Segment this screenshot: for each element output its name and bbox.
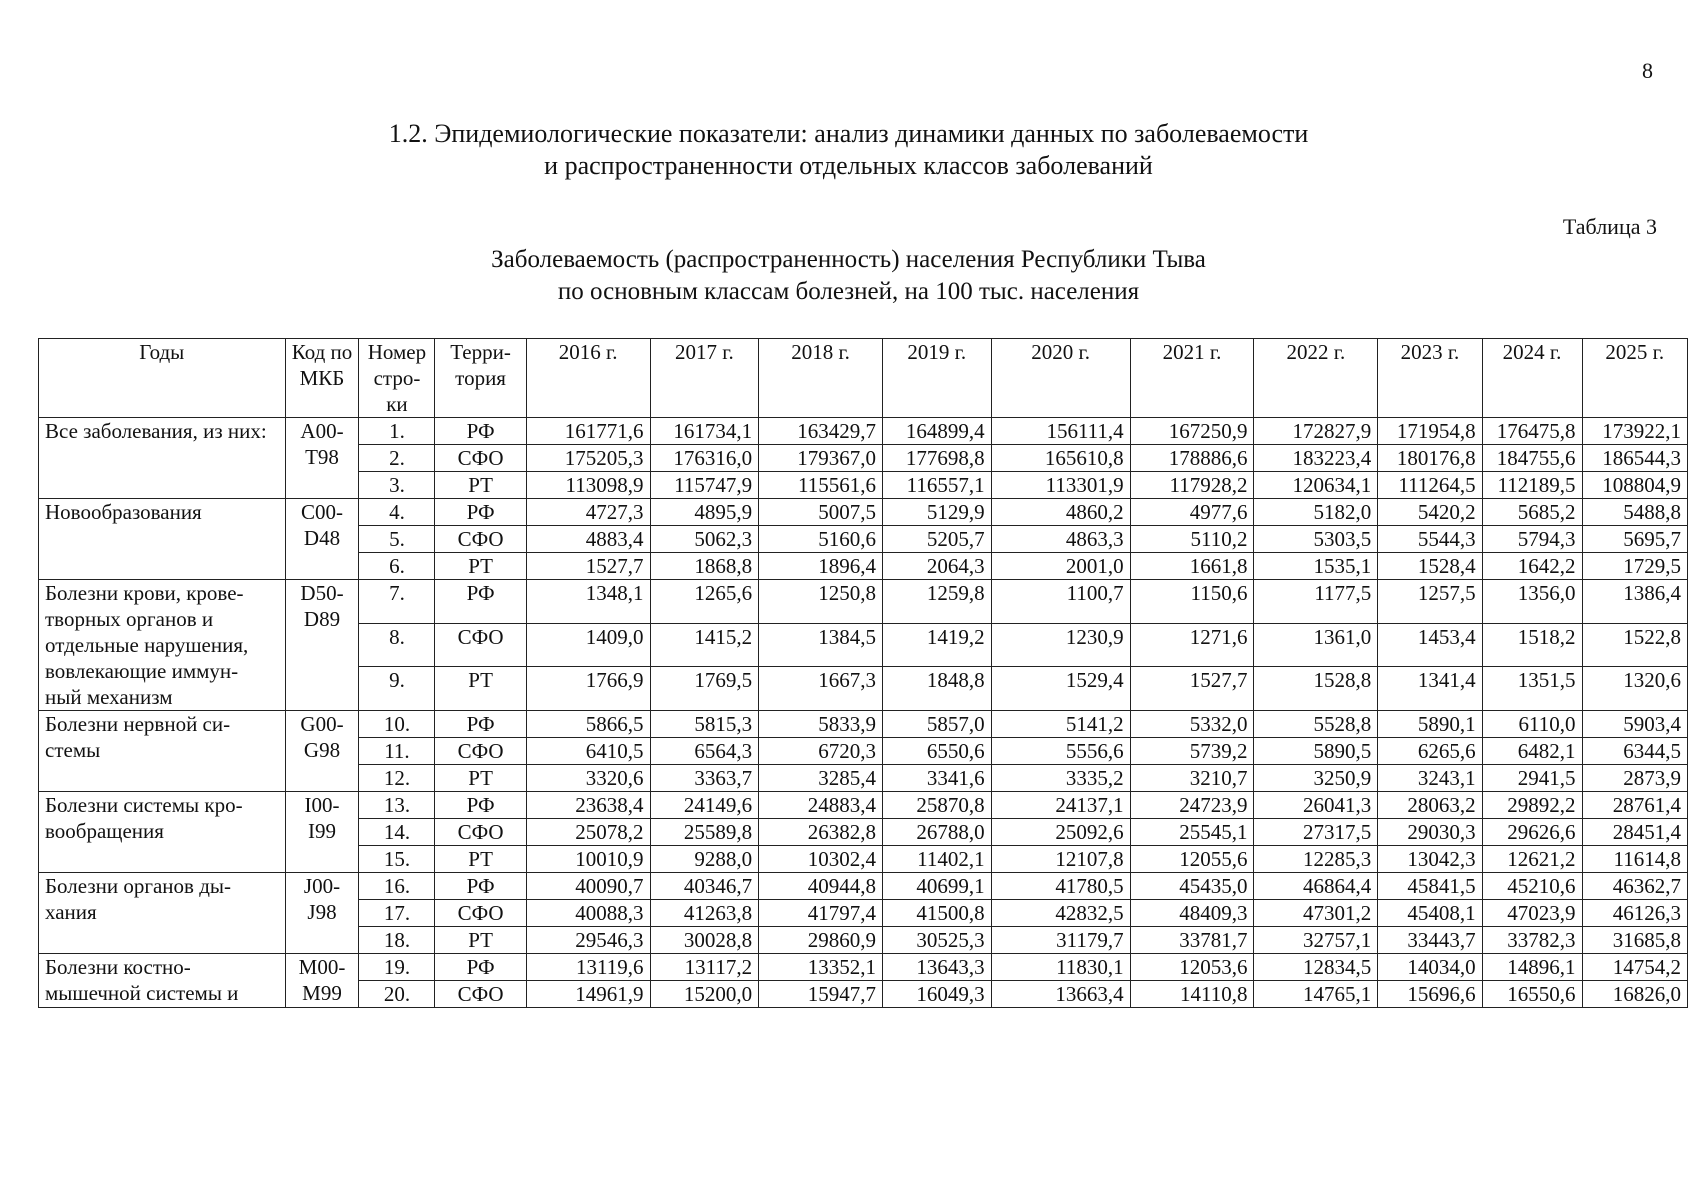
value-cell: 45841,5 xyxy=(1378,873,1482,900)
value-cell: 4883,4 xyxy=(526,526,650,553)
value-cell: 3243,1 xyxy=(1378,765,1482,792)
value-cell: 16826,0 xyxy=(1582,981,1687,1008)
value-cell: 14034,0 xyxy=(1378,954,1482,981)
value-cell: 24137,1 xyxy=(991,792,1130,819)
row-number: 8. xyxy=(359,623,435,667)
header-code: Код по МКБ xyxy=(285,339,359,418)
territory-cell: СФО xyxy=(435,900,526,927)
value-cell: 12055,6 xyxy=(1130,846,1254,873)
value-cell: 4860,2 xyxy=(991,499,1130,526)
header-years: Годы xyxy=(39,339,286,418)
value-cell: 30028,8 xyxy=(650,927,759,954)
icd-code: A00- T98 xyxy=(285,418,359,499)
value-cell: 163429,7 xyxy=(759,418,883,445)
value-cell: 1265,6 xyxy=(650,580,759,624)
value-cell: 1348,1 xyxy=(526,580,650,624)
header-2021: 2021 г. xyxy=(1130,339,1254,418)
section-title-line2: и распространенности отдельных классов заболеваний xyxy=(544,151,1153,180)
value-cell: 6720,3 xyxy=(759,738,883,765)
value-cell: 1341,4 xyxy=(1378,667,1482,711)
table-row xyxy=(39,580,1688,624)
header-2019: 2019 г. xyxy=(882,339,991,418)
value-cell: 25870,8 xyxy=(882,792,991,819)
value-cell: 5110,2 xyxy=(1130,526,1254,553)
row-number: 4. xyxy=(359,499,435,526)
value-cell: 5544,3 xyxy=(1378,526,1482,553)
value-cell: 1522,8 xyxy=(1582,623,1687,667)
value-cell: 1518,2 xyxy=(1482,623,1582,667)
value-cell: 11830,1 xyxy=(991,954,1130,981)
value-cell: 1100,7 xyxy=(991,580,1130,624)
value-cell: 40346,7 xyxy=(650,873,759,900)
value-cell: 25589,8 xyxy=(650,819,759,846)
value-cell: 28761,4 xyxy=(1582,792,1687,819)
value-cell: 12834,5 xyxy=(1254,954,1378,981)
value-cell: 1661,8 xyxy=(1130,553,1254,580)
value-cell: 1386,4 xyxy=(1582,580,1687,624)
value-cell: 1527,7 xyxy=(1130,667,1254,711)
value-cell: 6564,3 xyxy=(650,738,759,765)
icd-code: J00- J98 xyxy=(285,873,359,954)
disease-class-name: Болезни системы кро- вообращения xyxy=(39,792,286,873)
value-cell: 26382,8 xyxy=(759,819,883,846)
value-cell: 1356,0 xyxy=(1482,580,1582,624)
value-cell: 1769,5 xyxy=(650,667,759,711)
value-cell: 1384,5 xyxy=(759,623,883,667)
value-cell: 1361,0 xyxy=(1254,623,1378,667)
value-cell: 6482,1 xyxy=(1482,738,1582,765)
row-number: 11. xyxy=(359,738,435,765)
territory-cell: РТ xyxy=(435,472,526,499)
value-cell: 1527,7 xyxy=(526,553,650,580)
value-cell: 167250,9 xyxy=(1130,418,1254,445)
value-cell: 183223,4 xyxy=(1254,445,1378,472)
value-cell: 46864,4 xyxy=(1254,873,1378,900)
value-cell: 176316,0 xyxy=(650,445,759,472)
value-cell: 1409,0 xyxy=(526,623,650,667)
value-cell: 112189,5 xyxy=(1482,472,1582,499)
territory-cell: РТ xyxy=(435,667,526,711)
value-cell: 3363,7 xyxy=(650,765,759,792)
value-cell: 116557,1 xyxy=(882,472,991,499)
territory-cell: РФ xyxy=(435,580,526,624)
value-cell: 2941,5 xyxy=(1482,765,1582,792)
value-cell: 1259,8 xyxy=(882,580,991,624)
value-cell: 11402,1 xyxy=(882,846,991,873)
value-cell: 1257,5 xyxy=(1378,580,1482,624)
value-cell: 1766,9 xyxy=(526,667,650,711)
value-cell: 1351,5 xyxy=(1482,667,1582,711)
value-cell: 4863,3 xyxy=(991,526,1130,553)
disease-class-name: Новообразования xyxy=(39,499,286,580)
value-cell: 11614,8 xyxy=(1582,846,1687,873)
territory-cell: СФО xyxy=(435,819,526,846)
header-2022: 2022 г. xyxy=(1254,339,1378,418)
disease-class-name: Болезни нервной си- стемы xyxy=(39,711,286,792)
table-row xyxy=(39,873,1688,900)
value-cell: 16550,6 xyxy=(1482,981,1582,1008)
value-cell: 5833,9 xyxy=(759,711,883,738)
value-cell: 15947,7 xyxy=(759,981,883,1008)
value-cell: 161771,6 xyxy=(526,418,650,445)
value-cell: 41263,8 xyxy=(650,900,759,927)
header-2023: 2023 г. xyxy=(1378,339,1482,418)
territory-cell: СФО xyxy=(435,526,526,553)
value-cell: 13119,6 xyxy=(526,954,650,981)
value-cell: 30525,3 xyxy=(882,927,991,954)
value-cell: 177698,8 xyxy=(882,445,991,472)
value-cell: 5129,9 xyxy=(882,499,991,526)
value-cell: 156111,4 xyxy=(991,418,1130,445)
row-number: 7. xyxy=(359,580,435,624)
value-cell: 27317,5 xyxy=(1254,819,1378,846)
row-number: 12. xyxy=(359,765,435,792)
value-cell: 12053,6 xyxy=(1130,954,1254,981)
value-cell: 1642,2 xyxy=(1482,553,1582,580)
value-cell: 26041,3 xyxy=(1254,792,1378,819)
value-cell: 6410,5 xyxy=(526,738,650,765)
header-row xyxy=(39,339,1688,418)
table-title-line1: Заболеваемость (распространенность) населения Республики Тыва xyxy=(491,246,1206,273)
value-cell: 1150,6 xyxy=(1130,580,1254,624)
value-cell: 45408,1 xyxy=(1378,900,1482,927)
value-cell: 3335,2 xyxy=(991,765,1130,792)
value-cell: 47023,9 xyxy=(1482,900,1582,927)
value-cell: 47301,2 xyxy=(1254,900,1378,927)
row-number: 15. xyxy=(359,846,435,873)
value-cell: 33781,7 xyxy=(1130,927,1254,954)
value-cell: 165610,8 xyxy=(991,445,1130,472)
row-number: 5. xyxy=(359,526,435,553)
value-cell: 1320,6 xyxy=(1582,667,1687,711)
value-cell: 25545,1 xyxy=(1130,819,1254,846)
value-cell: 5857,0 xyxy=(882,711,991,738)
section-title-line1: 1.2. Эпидемиологические показатели: анализ динамики данных по заболеваемости xyxy=(388,119,1309,148)
value-cell: 120634,1 xyxy=(1254,472,1378,499)
value-cell: 1271,6 xyxy=(1130,623,1254,667)
disease-class-name: Болезни костно- мышечной системы и xyxy=(39,954,286,1008)
value-cell: 26788,0 xyxy=(882,819,991,846)
value-cell: 108804,9 xyxy=(1582,472,1687,499)
value-cell: 12621,2 xyxy=(1482,846,1582,873)
value-cell: 4895,9 xyxy=(650,499,759,526)
table-title-line2: по основным классам болезней, на 100 тыс. населения xyxy=(557,278,1140,305)
value-cell: 13352,1 xyxy=(759,954,883,981)
icd-code: G00- G98 xyxy=(285,711,359,792)
value-cell: 1453,4 xyxy=(1378,623,1482,667)
value-cell: 5890,5 xyxy=(1254,738,1378,765)
table-row xyxy=(39,954,1688,981)
value-cell: 2001,0 xyxy=(991,553,1130,580)
header-2024: 2024 г. xyxy=(1482,339,1582,418)
value-cell: 29546,3 xyxy=(526,927,650,954)
value-cell: 29626,6 xyxy=(1482,819,1582,846)
value-cell: 115561,6 xyxy=(759,472,883,499)
value-cell: 24883,4 xyxy=(759,792,883,819)
value-cell: 3341,6 xyxy=(882,765,991,792)
value-cell: 180176,8 xyxy=(1378,445,1482,472)
value-cell: 4977,6 xyxy=(1130,499,1254,526)
table-label: Таблица 3 xyxy=(1562,214,1657,239)
row-number: 16. xyxy=(359,873,435,900)
value-cell: 15200,0 xyxy=(650,981,759,1008)
table-body xyxy=(39,418,1688,1008)
territory-cell: РТ xyxy=(435,553,526,580)
value-cell: 10010,9 xyxy=(526,846,650,873)
value-cell: 1250,8 xyxy=(759,580,883,624)
value-cell: 173922,1 xyxy=(1582,418,1687,445)
value-cell: 6550,6 xyxy=(882,738,991,765)
value-cell: 1896,4 xyxy=(759,553,883,580)
value-cell: 28063,2 xyxy=(1378,792,1482,819)
value-cell: 1848,8 xyxy=(882,667,991,711)
territory-cell: РФ xyxy=(435,873,526,900)
value-cell: 111264,5 xyxy=(1378,472,1482,499)
value-cell: 1535,1 xyxy=(1254,553,1378,580)
value-cell: 45210,6 xyxy=(1482,873,1582,900)
value-cell: 14754,2 xyxy=(1582,954,1687,981)
icd-code: C00- D48 xyxy=(285,499,359,580)
value-cell: 23638,4 xyxy=(526,792,650,819)
territory-cell: СФО xyxy=(435,981,526,1008)
value-cell: 29030,3 xyxy=(1378,819,1482,846)
value-cell: 1177,5 xyxy=(1254,580,1378,624)
value-cell: 1868,8 xyxy=(650,553,759,580)
value-cell: 14896,1 xyxy=(1482,954,1582,981)
header-2020: 2020 г. xyxy=(991,339,1130,418)
value-cell: 9288,0 xyxy=(650,846,759,873)
disease-class-name: Все заболевания, из них: xyxy=(39,418,286,499)
morbidity-table xyxy=(38,338,1688,1008)
territory-cell: СФО xyxy=(435,738,526,765)
value-cell: 46126,3 xyxy=(1582,900,1687,927)
value-cell: 1529,4 xyxy=(991,667,1130,711)
value-cell: 5739,2 xyxy=(1130,738,1254,765)
value-cell: 29860,9 xyxy=(759,927,883,954)
disease-class-name: Болезни крови, крове- творных органов и отдельные нарушения, вовлекающие иммун- ный механизм xyxy=(39,580,286,711)
icd-code: M00- M99 xyxy=(285,954,359,1008)
page-number: 8 xyxy=(1642,58,1653,83)
value-cell: 32757,1 xyxy=(1254,927,1378,954)
value-cell: 33443,7 xyxy=(1378,927,1482,954)
value-cell: 172827,9 xyxy=(1254,418,1378,445)
row-number: 9. xyxy=(359,667,435,711)
value-cell: 3210,7 xyxy=(1130,765,1254,792)
value-cell: 3250,9 xyxy=(1254,765,1378,792)
row-number: 6. xyxy=(359,553,435,580)
disease-class-name: Болезни органов ды- хания xyxy=(39,873,286,954)
row-number: 10. xyxy=(359,711,435,738)
value-cell: 178886,6 xyxy=(1130,445,1254,472)
value-cell: 5903,4 xyxy=(1582,711,1687,738)
territory-cell: РФ xyxy=(435,418,526,445)
value-cell: 13643,3 xyxy=(882,954,991,981)
value-cell: 2064,3 xyxy=(882,553,991,580)
row-number: 19. xyxy=(359,954,435,981)
value-cell: 5866,5 xyxy=(526,711,650,738)
value-cell: 25078,2 xyxy=(526,819,650,846)
value-cell: 41780,5 xyxy=(991,873,1130,900)
territory-cell: РТ xyxy=(435,846,526,873)
value-cell: 33782,3 xyxy=(1482,927,1582,954)
value-cell: 10302,4 xyxy=(759,846,883,873)
value-cell: 14765,1 xyxy=(1254,981,1378,1008)
value-cell: 5420,2 xyxy=(1378,499,1482,526)
value-cell: 29892,2 xyxy=(1482,792,1582,819)
value-cell: 5794,3 xyxy=(1482,526,1582,553)
value-cell: 2873,9 xyxy=(1582,765,1687,792)
value-cell: 186544,3 xyxy=(1582,445,1687,472)
value-cell: 6110,0 xyxy=(1482,711,1582,738)
section-title xyxy=(0,118,1697,182)
value-cell: 1528,8 xyxy=(1254,667,1378,711)
value-cell: 5488,8 xyxy=(1582,499,1687,526)
value-cell: 5890,1 xyxy=(1378,711,1482,738)
value-cell: 16049,3 xyxy=(882,981,991,1008)
value-cell: 31685,8 xyxy=(1582,927,1687,954)
value-cell: 5303,5 xyxy=(1254,526,1378,553)
value-cell: 3285,4 xyxy=(759,765,883,792)
table-row xyxy=(39,792,1688,819)
value-cell: 5815,3 xyxy=(650,711,759,738)
value-cell: 1667,3 xyxy=(759,667,883,711)
row-number: 18. xyxy=(359,927,435,954)
table-row xyxy=(39,711,1688,738)
territory-cell: РТ xyxy=(435,765,526,792)
territory-cell: РФ xyxy=(435,954,526,981)
value-cell: 24149,6 xyxy=(650,792,759,819)
value-cell: 113301,9 xyxy=(991,472,1130,499)
header-territory: Терри- тория xyxy=(435,339,526,418)
value-cell: 5160,6 xyxy=(759,526,883,553)
table-row xyxy=(39,499,1688,526)
value-cell: 3320,6 xyxy=(526,765,650,792)
value-cell: 171954,8 xyxy=(1378,418,1482,445)
value-cell: 42832,5 xyxy=(991,900,1130,927)
value-cell: 179367,0 xyxy=(759,445,883,472)
value-cell: 40699,1 xyxy=(882,873,991,900)
value-cell: 1415,2 xyxy=(650,623,759,667)
header-2017: 2017 г. xyxy=(650,339,759,418)
value-cell: 41500,8 xyxy=(882,900,991,927)
value-cell: 5695,7 xyxy=(1582,526,1687,553)
value-cell: 5205,7 xyxy=(882,526,991,553)
icd-code: D50- D89 xyxy=(285,580,359,711)
value-cell: 15696,6 xyxy=(1378,981,1482,1008)
table-title xyxy=(0,244,1697,308)
value-cell: 5062,3 xyxy=(650,526,759,553)
territory-cell: СФО xyxy=(435,445,526,472)
value-cell: 12285,3 xyxy=(1254,846,1378,873)
value-cell: 12107,8 xyxy=(991,846,1130,873)
value-cell: 117928,2 xyxy=(1130,472,1254,499)
value-cell: 6344,5 xyxy=(1582,738,1687,765)
header-2018: 2018 г. xyxy=(759,339,883,418)
value-cell: 176475,8 xyxy=(1482,418,1582,445)
value-cell: 175205,3 xyxy=(526,445,650,472)
value-cell: 41797,4 xyxy=(759,900,883,927)
value-cell: 40088,3 xyxy=(526,900,650,927)
value-cell: 184755,6 xyxy=(1482,445,1582,472)
value-cell: 13042,3 xyxy=(1378,846,1482,873)
value-cell: 5685,2 xyxy=(1482,499,1582,526)
value-cell: 40944,8 xyxy=(759,873,883,900)
row-number: 3. xyxy=(359,472,435,499)
value-cell: 14961,9 xyxy=(526,981,650,1008)
value-cell: 115747,9 xyxy=(650,472,759,499)
value-cell: 46362,7 xyxy=(1582,873,1687,900)
value-cell: 5141,2 xyxy=(991,711,1130,738)
value-cell: 25092,6 xyxy=(991,819,1130,846)
value-cell: 5182,0 xyxy=(1254,499,1378,526)
header-2016: 2016 г. xyxy=(526,339,650,418)
row-number: 17. xyxy=(359,900,435,927)
value-cell: 113098,9 xyxy=(526,472,650,499)
value-cell: 13663,4 xyxy=(991,981,1130,1008)
value-cell: 1528,4 xyxy=(1378,553,1482,580)
value-cell: 4727,3 xyxy=(526,499,650,526)
value-cell: 13117,2 xyxy=(650,954,759,981)
territory-cell: РФ xyxy=(435,711,526,738)
value-cell: 45435,0 xyxy=(1130,873,1254,900)
value-cell: 5556,6 xyxy=(991,738,1130,765)
value-cell: 161734,1 xyxy=(650,418,759,445)
row-number: 2. xyxy=(359,445,435,472)
value-cell: 164899,4 xyxy=(882,418,991,445)
value-cell: 1419,2 xyxy=(882,623,991,667)
icd-code: I00- I99 xyxy=(285,792,359,873)
value-cell: 1230,9 xyxy=(991,623,1130,667)
value-cell: 28451,4 xyxy=(1582,819,1687,846)
row-number: 20. xyxy=(359,981,435,1008)
territory-cell: РФ xyxy=(435,792,526,819)
value-cell: 40090,7 xyxy=(526,873,650,900)
row-number: 13. xyxy=(359,792,435,819)
territory-cell: РФ xyxy=(435,499,526,526)
row-number: 1. xyxy=(359,418,435,445)
value-cell: 5332,0 xyxy=(1130,711,1254,738)
row-number: 14. xyxy=(359,819,435,846)
territory-cell: РТ xyxy=(435,927,526,954)
value-cell: 6265,6 xyxy=(1378,738,1482,765)
value-cell: 48409,3 xyxy=(1130,900,1254,927)
value-cell: 14110,8 xyxy=(1130,981,1254,1008)
value-cell: 5528,8 xyxy=(1254,711,1378,738)
value-cell: 24723,9 xyxy=(1130,792,1254,819)
header-2025: 2025 г. xyxy=(1582,339,1687,418)
value-cell: 5007,5 xyxy=(759,499,883,526)
value-cell: 1729,5 xyxy=(1582,553,1687,580)
header-row-number: Номер стро- ки xyxy=(359,339,435,418)
value-cell: 31179,7 xyxy=(991,927,1130,954)
table-row xyxy=(39,418,1688,445)
territory-cell: СФО xyxy=(435,623,526,667)
